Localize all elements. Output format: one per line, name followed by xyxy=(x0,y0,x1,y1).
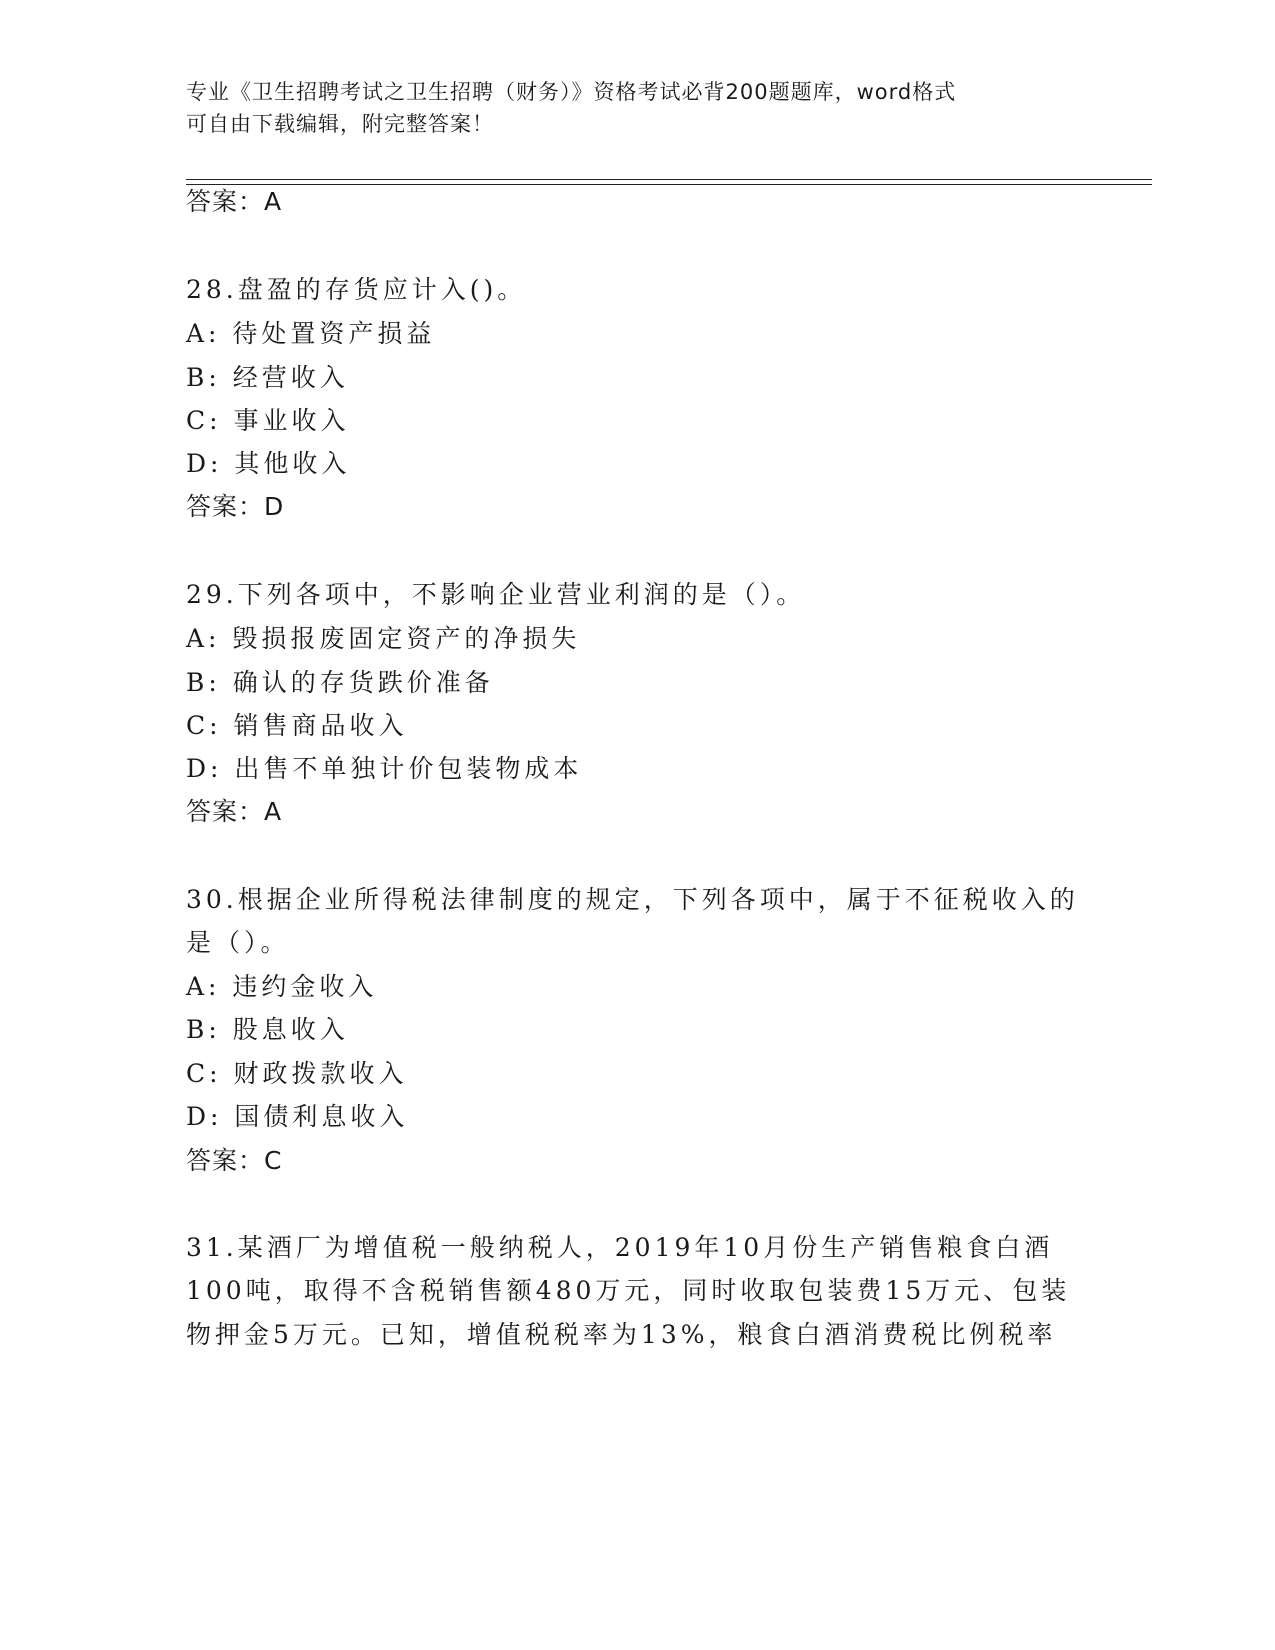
question-30-stem-line-1: 30.根据企业所得税法律制度的规定，下列各项中，属于不征税收入的 xyxy=(186,885,1079,914)
question-29-option-c: C: 销售商品收入 xyxy=(186,711,408,740)
answer-28: 答案：D xyxy=(186,492,285,521)
question-31-stem-line-1: 31.某酒厂为增值税一般纳税人，2019年10月份生产销售粮食白酒 xyxy=(186,1233,1054,1262)
question-28-option-b: B: 经营收入 xyxy=(186,363,349,392)
header-line-2: 可自由下载编辑，附完整答案！ xyxy=(186,112,494,136)
answer-27: 答案：A xyxy=(186,187,283,216)
answer-30: 答案：C xyxy=(186,1146,283,1175)
question-30-stem-line-2: 是（）。 xyxy=(186,928,290,957)
question-28-option-a: A: 待处置资产损益 xyxy=(186,319,436,348)
question-30-option-b: B: 股息收入 xyxy=(186,1015,349,1044)
question-29-option-a: A: 毁损报废固定资产的净损失 xyxy=(186,624,581,653)
question-28-option-d: D: 其他收入 xyxy=(186,449,351,478)
question-30-option-d: D: 国债利息收入 xyxy=(186,1102,409,1131)
question-28-stem: 28.盘盈的存货应计入()。 xyxy=(186,275,527,304)
question-29-stem: 29.下列各项中，不影响企业营业利润的是（）。 xyxy=(186,580,806,609)
question-31-stem-line-2: 100吨，取得不含税销售额480万元，同时收取包装费15万元、包装 xyxy=(186,1276,1071,1305)
question-30-option-c: C: 财政拨款收入 xyxy=(186,1059,408,1088)
question-29-option-b: B: 确认的存货跌价准备 xyxy=(186,668,494,697)
question-31-stem-line-3: 物押金5万元。已知，增值税税率为13%，粮食白酒消费税比例税率 xyxy=(186,1320,1057,1349)
header-line-1: 专业《卫生招聘考试之卫生招聘（财务）》资格考试必背200题题库，word格式 xyxy=(186,80,957,104)
answer-29: 答案：A xyxy=(186,797,283,826)
question-29-option-d: D: 出售不单独计价包装物成本 xyxy=(186,754,583,783)
question-28-option-c: C: 事业收入 xyxy=(186,406,350,435)
header-divider-bottom xyxy=(186,184,1152,185)
header-divider-top xyxy=(186,179,1152,180)
question-30-option-a: A: 违约金收入 xyxy=(186,972,378,1001)
document-header xyxy=(186,76,1066,140)
